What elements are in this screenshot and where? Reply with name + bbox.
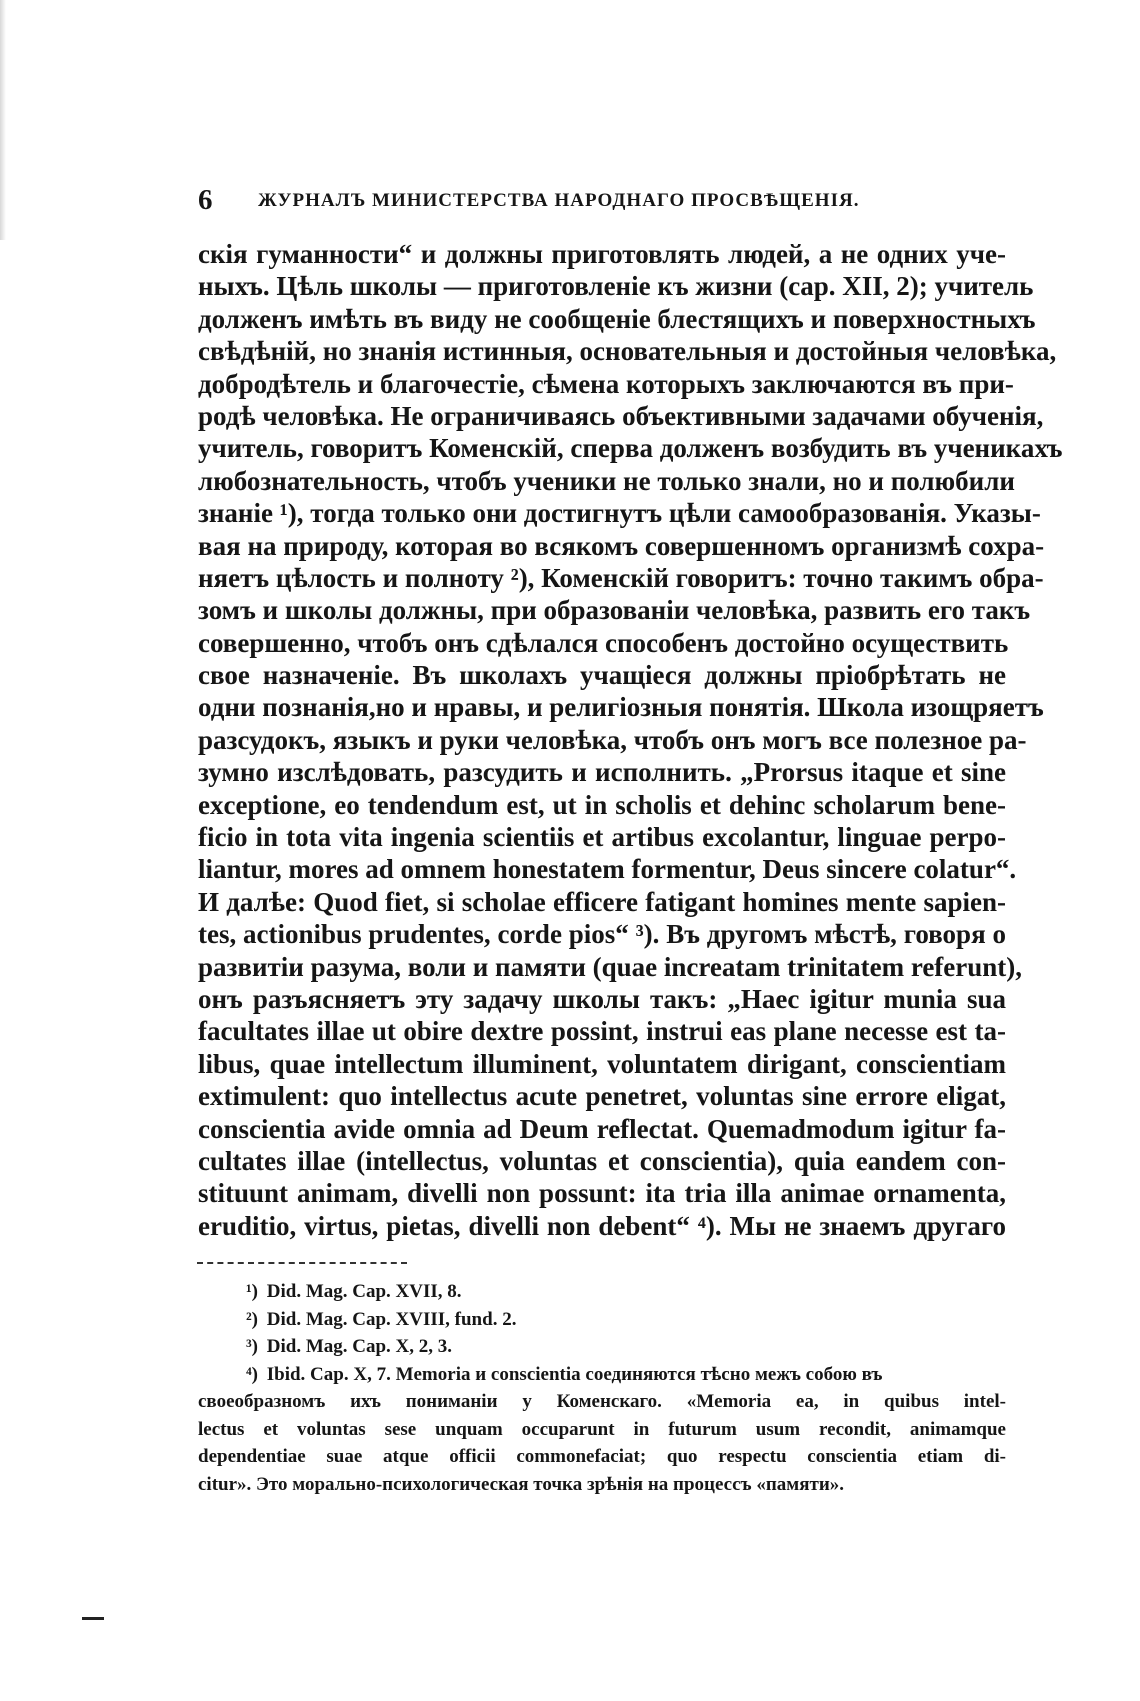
text-line: родѣ человѣка. Не ограничиваясь объективными задачами обученія,	[198, 400, 1044, 431]
text-line: разсудокъ, языкъ и руки человѣка, чтобъ онъ могъ все полезное ра-	[198, 724, 1027, 755]
text-line: зомъ и школы должны, при образованіи человѣка, развить его такъ	[198, 595, 1031, 626]
page-header	[198, 184, 1008, 218]
text-line: вая на природу, которая во всякомъ совершенномъ организмѣ сохра-	[198, 530, 1045, 561]
footnote-continuation-line: lectus et voluntas sese unquam occuparunt in futurum usum recondit, animamque	[198, 1418, 1006, 1440]
footnote	[198, 1361, 1006, 1389]
text-line: онъ разъясняетъ эту задачу школы такъ: „Haec igitur munia sua	[198, 983, 1006, 1014]
text-line: учитель, говоритъ Коменскій, сперва долженъ возбудить въ ученикахъ	[198, 433, 1063, 464]
text-line: ficio in tota vita ingenia scientiis et artibus excolantur, linguae perpo-	[198, 822, 1006, 853]
scan-edge-shadow	[0, 0, 6, 240]
footnote	[198, 1306, 1006, 1334]
footnote-separator	[197, 1262, 407, 1264]
text-line: зумно изслѣдовать, разсудить и исполнить. „Prorsus itaque et sine	[198, 757, 1006, 788]
text-line: свое назначеніе. Въ школахъ учащіеся должны пріобрѣтать не	[198, 660, 1006, 691]
text-line: свѣдѣній, но знанія истинныя, основательныя и достойныя человѣка,	[198, 336, 1057, 367]
text-line: скія гуманности“ и должны приготовлять людей, а не одних уче-	[198, 239, 1006, 269]
text-line: развитіи разума, воли и памяти (quae increatam trinitatem referunt),	[198, 951, 1023, 982]
footnote	[198, 1278, 1006, 1306]
footnote-text: Ibid. Cap. X, 7. Memoria и conscientia соединяются тѣсно межъ собою въ	[262, 1363, 883, 1385]
text-line: одни познанія,но и нравы, и религіозныя понятія. Школа изощряетъ	[198, 692, 1044, 723]
text-line: libus, quae intellectum illuminent, voluntatem dirigant, conscientiam	[198, 1048, 1006, 1079]
text-line: совершенно, чтобъ онъ сдѣлался способенъ достойно осуществить	[198, 627, 1009, 658]
text-line: любознательность, чтобъ ученики не только знали, но и полюбили	[198, 465, 1015, 496]
text-line: liantur, mores ad omnem honestatem formentur, Deus sincere colatur“.	[198, 854, 1017, 885]
text-line: долженъ имѣть въ виду не сообщеніе блестящихъ и поверхностныхъ	[198, 303, 1036, 334]
text-line: eruditio, virtus, pietas, divelli non debent“ ⁴). Мы не знаемъ другаго	[198, 1210, 1006, 1241]
footnote-number: ⁴)	[245, 1363, 258, 1385]
running-title: ЖУРНАЛЪ МИНИСТЕРСТВА НАРОДНАГО ПРОСВѢЩЕНІЯ.	[258, 190, 860, 211]
footnote-continuation-line: dependentiae suae atque officii commonefaciat; quo respectu conscientia etiam di-	[198, 1446, 1006, 1467]
text-line: exceptione, eo tendendum est, ut in scholis et dehinc scholarum bene-	[198, 789, 1006, 820]
text-line: добродѣтель и благочестіе, сѣмена которыхъ заключаются въ при-	[198, 368, 1014, 399]
footnote-number: ²)	[245, 1308, 258, 1330]
footnote-continuation-line: citur». Это морально-психологическая точка зрѣнія на процессъ «памяти».	[198, 1473, 845, 1495]
footnotes	[198, 1278, 1006, 1498]
margin-mark	[82, 1617, 104, 1620]
text-line: conscientia avide omnia ad Deum reflectat. Quemadmodum igitur fa-	[198, 1113, 1006, 1144]
footnote-number: ¹)	[245, 1281, 258, 1302]
text-line: cultates illae (intellectus, voluntas et conscientia), quia eandem con-	[198, 1145, 1006, 1176]
text-line: facultates illae ut obire dextre possint, instrui eas plane necesse est ta-	[198, 1016, 1006, 1047]
text-line: И далѣе: Quod fiet, si scholae efficere fatigant homines mente sapien-	[198, 886, 1006, 917]
footnote-text: Did. Mag. Cap. XVIII, fund. 2.	[262, 1308, 517, 1330]
text-line: stituunt animam, divelli non possunt: ita tria illa animae ornamenta,	[198, 1178, 1006, 1209]
footnote-text: Did. Mag. Cap. X, 2, 3.	[262, 1336, 453, 1357]
text-line: знаніе ¹), тогда только они достигнутъ цѣли самообразованія. Указы-	[198, 498, 1041, 529]
text-line: ныхъ. Цѣль школы — приготовленіе къ жизни (cap. XII, 2); учитель	[198, 271, 1034, 302]
footnote-continuation-line: своеобразномъ ихъ пониманіи у Коменскаго. «Memoria ea, in quibus intel-	[198, 1391, 1006, 1412]
text-line: tes, actionibus prudentes, corde pios“ ³). Въ другомъ мѣстѣ, говоря о	[198, 919, 1006, 950]
footnote-text: Did. Mag. Cap. XVII, 8.	[262, 1281, 462, 1302]
text-line: няетъ цѣлость и полноту ²), Коменскій говоритъ: точно такимъ обра-	[198, 562, 1044, 593]
footnote-number: ³)	[245, 1336, 258, 1357]
main-text	[198, 238, 1063, 1242]
footnote	[198, 1333, 1006, 1361]
text-line: extimulent: quo intellectus acute penetret, voluntas sine errore eligat,	[198, 1081, 1006, 1112]
page-number: 6	[198, 184, 213, 216]
